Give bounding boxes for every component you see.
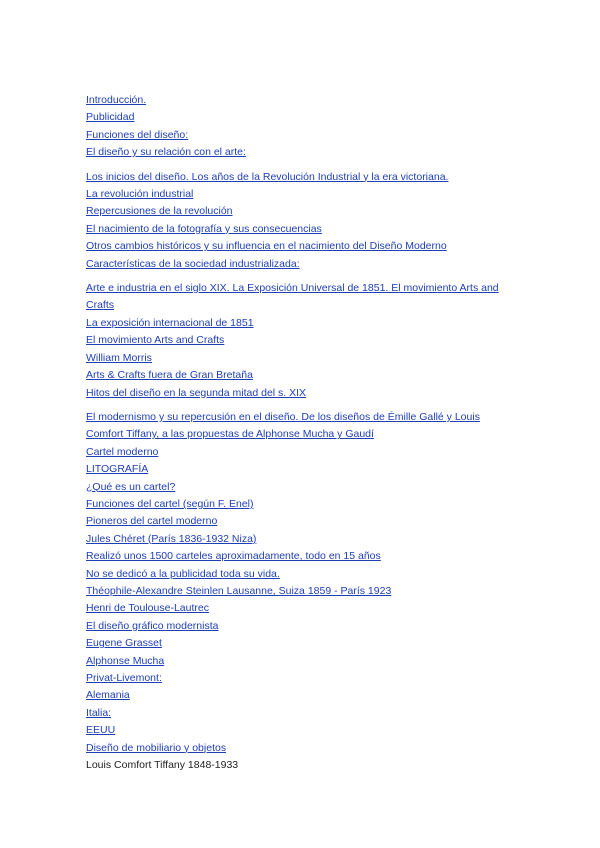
toc-link[interactable]: EEUU (86, 724, 116, 737)
toc-entry (86, 757, 506, 774)
toc-entry[interactable] (86, 332, 506, 349)
toc-entry[interactable] (86, 315, 506, 332)
toc-entry[interactable] (86, 531, 506, 548)
toc-link[interactable]: Características de la sociedad industrializada: (86, 257, 300, 270)
toc-entry[interactable] (86, 653, 506, 670)
toc-entry[interactable] (86, 705, 506, 722)
toc-entry[interactable] (86, 385, 506, 402)
toc-entry[interactable] (86, 687, 506, 704)
toc-link[interactable]: La revolución industrial (86, 188, 194, 201)
toc-link[interactable]: Funciones del diseño: (86, 128, 189, 141)
toc-entry[interactable] (86, 583, 506, 600)
toc-entry[interactable] (86, 548, 506, 565)
toc-link[interactable]: Funciones del cartel (según F. Enel) (86, 497, 254, 510)
toc-entry[interactable] (86, 127, 506, 144)
toc-link[interactable]: Alemania (86, 689, 130, 702)
toc-entry[interactable] (86, 144, 506, 161)
toc-text: Louis Comfort Tiffany 1848-1933 (86, 759, 239, 772)
toc-entry[interactable] (86, 92, 506, 109)
toc-link[interactable]: Diseño de mobiliario y objetos (86, 741, 227, 754)
toc-link[interactable]: Théophile-Alexandre Steinlen Lausanne, Suiza 1859 - París 1923 (86, 584, 392, 597)
toc-entry[interactable] (86, 618, 506, 635)
toc-link[interactable]: Arts & Crafts fuera de Gran Bretaña (86, 369, 253, 382)
toc-link[interactable]: Alphonse Mucha (86, 654, 165, 667)
toc-entry[interactable] (86, 256, 506, 273)
toc-entry[interactable] (86, 600, 506, 617)
toc-link[interactable]: No se dedicó a la publicidad toda su vida. (86, 567, 280, 580)
toc-link[interactable]: Repercusiones de la revolución (86, 205, 233, 218)
toc-entry[interactable] (86, 169, 506, 186)
toc-link[interactable]: Los inicios del diseño. Los años de la Revolución Industrial y la era victoriana. (86, 170, 449, 183)
toc-entry[interactable] (86, 444, 506, 461)
toc-link[interactable]: Arte e industria en el siglo XIX. La Exposición Universal de 1851. El movimiento Arts and Crafts (86, 282, 499, 312)
toc-entry[interactable] (86, 367, 506, 384)
toc-entry[interactable] (86, 479, 506, 496)
toc-entry[interactable] (86, 203, 506, 220)
toc-link[interactable]: El nacimiento de la fotografía y sus consecuencias (86, 222, 322, 235)
toc-entry[interactable] (86, 409, 506, 444)
toc-entry[interactable] (86, 635, 506, 652)
toc-entry[interactable] (86, 186, 506, 203)
toc-link[interactable]: Publicidad (86, 111, 135, 124)
toc-entry[interactable] (86, 280, 506, 315)
toc-entry[interactable] (86, 109, 506, 126)
toc-link[interactable]: Cartel moderno (86, 445, 159, 458)
toc-entry[interactable] (86, 350, 506, 367)
toc-link[interactable]: Realizó unos 1500 carteles aproximadamente, todo en 15 años (86, 550, 381, 563)
toc-link[interactable]: Hitos del diseño en la segunda mitad del s. XIX (86, 386, 307, 399)
toc-entry[interactable] (86, 670, 506, 687)
table-of-contents (86, 92, 506, 774)
toc-entry[interactable] (86, 496, 506, 513)
toc-link[interactable]: El movimiento Arts and Crafts (86, 334, 225, 347)
toc-link[interactable]: El modernismo y su repercusión en el diseño. De los diseños de Émille Gallé y Louis Comfort Tiffany, a las propuestas de Alphonse Mucha y Gaudí (86, 410, 480, 441)
toc-link[interactable]: Privat-Livemont: (86, 672, 162, 684)
toc-entry[interactable] (86, 740, 506, 757)
toc-link[interactable]: William Morris (86, 351, 152, 364)
toc-entry[interactable] (86, 461, 506, 478)
toc-entry[interactable] (86, 513, 506, 530)
toc-link[interactable]: La exposición internacional de 1851 (86, 316, 254, 329)
toc-link[interactable]: El diseño gráfico modernista (86, 619, 219, 632)
toc-link[interactable]: Introducción. (86, 94, 147, 106)
toc-link[interactable]: Otros cambios históricos y su influencia en el nacimiento del Diseño Moderno (86, 240, 447, 253)
toc-entry[interactable] (86, 566, 506, 583)
toc-link[interactable]: Eugene Grasset (86, 637, 162, 650)
toc-entry[interactable] (86, 238, 506, 255)
toc-link[interactable]: Pioneros del cartel moderno (86, 515, 218, 528)
toc-link[interactable]: LITOGRAFÍA (86, 463, 149, 476)
toc-entry[interactable] (86, 722, 506, 739)
toc-link[interactable]: Italia: (86, 706, 112, 719)
toc-entry[interactable] (86, 221, 506, 238)
toc-link[interactable]: ¿Qué es un cartel? (86, 480, 176, 493)
toc-link[interactable]: Jules Chéret (París 1836-1932 Niza) (86, 532, 257, 545)
toc-link[interactable]: El diseño y su relación con el arte: (86, 146, 246, 159)
toc-link[interactable]: Henri de Toulouse-Lautrec (86, 602, 209, 615)
